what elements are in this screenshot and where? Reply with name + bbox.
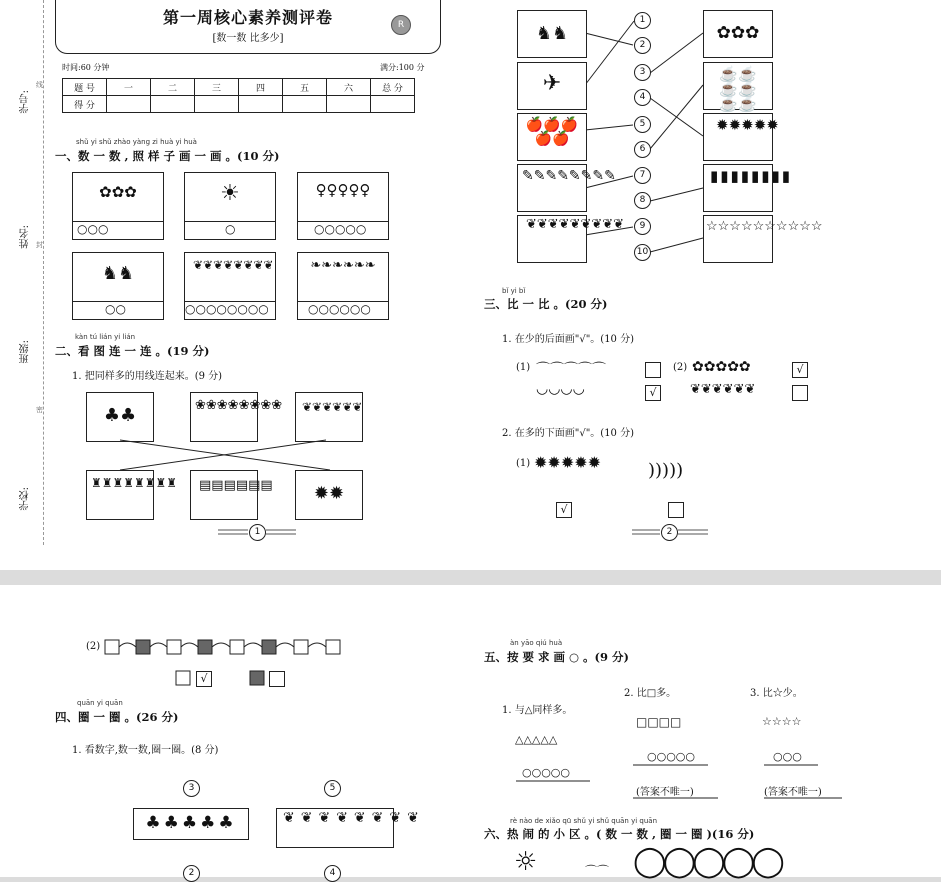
match-left-box	[517, 62, 587, 110]
name-label: 姓名:	[20, 225, 31, 249]
q4-pinyin: quān yi quān	[77, 699, 123, 707]
q2-sub1: 1. 把同样多的用线连起来。(9 分)	[72, 371, 223, 382]
balloon-icon: ♀♀♀♀♀	[315, 181, 371, 199]
bird-icon: ❧❧❧❧❧❧	[310, 258, 376, 273]
part-label: (2)	[673, 362, 688, 373]
airplane-icon: ✈	[542, 71, 562, 96]
elephant-icon: ❦❦❦❦❦❦❦❦	[283, 810, 425, 826]
student-no-label: 学号:	[20, 90, 31, 114]
number-badge: 2	[183, 865, 200, 882]
q5-s2: 2. 比□多。	[624, 688, 677, 699]
page-title: 第一周核心素养测评卷	[162, 8, 333, 27]
badge-icon: R	[391, 15, 411, 35]
score-header-cell: 题 号	[63, 79, 107, 96]
turtle-icon: ❀❀❀❀❀❀❀❀	[195, 398, 283, 413]
seal-line-text: 线	[36, 81, 43, 89]
match-left-box	[517, 215, 625, 263]
number-circle: 3	[634, 64, 651, 81]
pencil-icon: ✎✎✎✎✎✎✎✎	[522, 168, 616, 184]
check-box[interactable]	[645, 362, 661, 378]
number-circle: 9	[634, 218, 651, 235]
q3-title: 三、比 一 比 。(20 分)	[484, 297, 608, 311]
check-box[interactable]: √	[645, 385, 661, 401]
match-right-box	[703, 164, 793, 212]
answer-circles: ○○○○○	[647, 750, 695, 763]
tree-icon: ♣♣♣♣♣	[145, 813, 237, 833]
score-header-cell: 总 分	[371, 79, 415, 96]
bird-icon: ⌒⌒	[585, 864, 610, 878]
apple-icon: 🍎🍎🍎🍎🍎	[525, 117, 579, 147]
number-circle: 1	[634, 12, 651, 29]
q4-title: 四、圈 一 圈 。(26 分)	[55, 710, 179, 724]
book-icon: ▤▤▤▤▤▤	[199, 478, 273, 493]
pineapple-icon: ✹✹✹✹✹	[716, 116, 779, 134]
cup-icon: ☕☕☕☕☕☕	[719, 65, 757, 113]
q3-sub2: 2. 在多的下面画"√"。(10 分)	[502, 428, 634, 439]
flower-icon: ✿✿✿	[99, 183, 137, 201]
page-number: 2	[661, 524, 678, 541]
answer-note: (答案不唯一)	[764, 787, 822, 798]
number-circle: 4	[634, 89, 651, 106]
q5-title: 五、按 要 求 画 ○ 。(9 分)	[484, 650, 629, 664]
rabbit-icon: ♞♞	[101, 263, 135, 284]
secret-text: 密	[36, 406, 43, 414]
answer-circles: ○○○	[773, 750, 802, 763]
school-label: 学校:	[20, 487, 31, 511]
check-box[interactable]	[269, 671, 285, 687]
flower-icon: ✿✿✿✿✿	[692, 359, 751, 375]
number-circle: 8	[634, 192, 651, 209]
number-badge: 3	[183, 780, 200, 797]
q6-title: 六、热 闹 的 小 区 。( 数 一 数 , 圈 一 圈 )(16 分)	[484, 827, 755, 841]
number-circle: 10	[634, 244, 651, 261]
number-circle: 6	[634, 141, 651, 158]
match-left-box	[517, 113, 587, 161]
seal-text: 封	[36, 241, 43, 249]
number-circle: 2	[634, 37, 651, 54]
score-row-label: 得 分	[63, 96, 107, 113]
check-box[interactable]: √	[556, 502, 572, 518]
pineapple-icon: ✹✹✹✹✹	[534, 453, 602, 472]
frog-icon: ♞♞	[535, 23, 569, 44]
tree-icon: ♣♣	[103, 405, 137, 426]
fish-icon: ❦❦❦❦❦❦❦❦	[193, 258, 274, 272]
q3-pinyin: bǐ yi bǐ	[502, 287, 526, 295]
q3-sub1: 1. 在少的后面画"√"。(10 分)	[502, 334, 634, 345]
part-label: (1)	[516, 458, 531, 469]
check-box[interactable]: √	[196, 671, 212, 687]
person-icon: ♜♜♜♜♜♜♜♜	[91, 476, 178, 490]
spoon-icon: ⌒⌒⌒⌒⌒	[536, 362, 606, 378]
square-shapes: □□□□	[636, 715, 682, 729]
star-shapes: ☆☆☆☆	[762, 715, 802, 728]
q4-sub1: 1. 看数字,数一数,圈一圈。(8 分)	[72, 745, 219, 756]
triangle-shapes: △△△△△	[515, 733, 558, 746]
pineapple-icon: ✹✹	[313, 483, 345, 504]
match-left-box	[517, 164, 616, 212]
time-limit: 时间:60 分钟	[62, 63, 110, 72]
match-right-box	[703, 215, 823, 263]
count-circles: ○	[225, 222, 236, 236]
q1-title: 一、数 一 数 , 照 样 子 画 一 画 。(10 分)	[55, 149, 280, 163]
sun-icon: ☼	[514, 847, 538, 877]
q2-title: 二、看 图 连 一 连 。(19 分)	[55, 344, 210, 358]
q5-s1: 1. 与△同样多。	[502, 705, 573, 716]
star-icon: ☆☆☆☆☆☆☆☆☆☆	[706, 219, 823, 234]
match-right-box	[703, 113, 779, 161]
match-right-box	[703, 62, 773, 113]
answer-circles: ○○○○○	[522, 766, 570, 779]
full-score: 满分:100 分	[380, 63, 425, 72]
banana-icon: )))))	[648, 460, 684, 481]
score-header-cell: 二	[151, 79, 195, 96]
flower-icon: ✿✿✿	[716, 23, 760, 43]
check-box[interactable]	[792, 385, 808, 401]
match-left-box	[517, 10, 587, 58]
check-box[interactable]	[668, 502, 684, 518]
page-subtitle: [数一数 比多少]	[212, 33, 284, 44]
q5-pinyin: àn yāo qiú huà	[510, 639, 563, 647]
score-header-cell: 五	[283, 79, 327, 96]
part-label: (2)	[86, 641, 101, 652]
q2-pinyin: kàn tú lián yi lián	[75, 333, 136, 341]
q5-s3: 3. 比☆少。	[750, 688, 803, 699]
bottle-icon: ▮▮▮▮▮▮▮▮	[710, 167, 793, 185]
bowl-icon: ◡◡◡◡	[536, 381, 585, 397]
part-label: (1)	[516, 362, 531, 373]
q6-pinyin: rè nào de xiǎo qū shǔ yi shǔ quān yi quān	[510, 817, 658, 825]
count-circles: ○○	[105, 302, 126, 316]
sun-icon: ☀	[220, 181, 240, 206]
match-right-box	[703, 10, 773, 58]
worksheet-page-2	[0, 585, 941, 877]
tree-icon: ◯◯◯◯◯	[633, 844, 781, 879]
fish-icon: ❦❦❦❦❦❦	[302, 400, 363, 414]
class-label: 班级:	[20, 340, 31, 364]
squirrel-icon: ❦❦❦❦❦❦	[690, 382, 756, 397]
duck-icon: ❦❦❦❦❦❦❦❦❦	[526, 217, 625, 232]
number-circle: 5	[634, 116, 651, 133]
animals-box	[276, 808, 425, 848]
page-number: 1	[249, 524, 266, 541]
number-badge: 4	[324, 865, 341, 882]
check-box[interactable]: √	[792, 362, 808, 378]
q1-pinyin: shǔ yi shǔ zhào yàng zi huà yi huà	[76, 138, 197, 146]
count-circles: ○○○○○	[314, 222, 367, 236]
score-header-cell: 四	[239, 79, 283, 96]
score-header-cell: 一	[107, 79, 151, 96]
number-badge: 5	[324, 780, 341, 797]
number-circle: 7	[634, 167, 651, 184]
count-circles: ○○○○○○○○	[185, 302, 269, 316]
score-header-cell: 六	[327, 79, 371, 96]
count-circles: ○○○	[77, 222, 109, 236]
answer-note: (答案不唯一)	[636, 787, 694, 798]
trees-box	[133, 808, 249, 840]
score-header-cell: 三	[195, 79, 239, 96]
count-circles: ○○○○○○	[308, 302, 371, 316]
